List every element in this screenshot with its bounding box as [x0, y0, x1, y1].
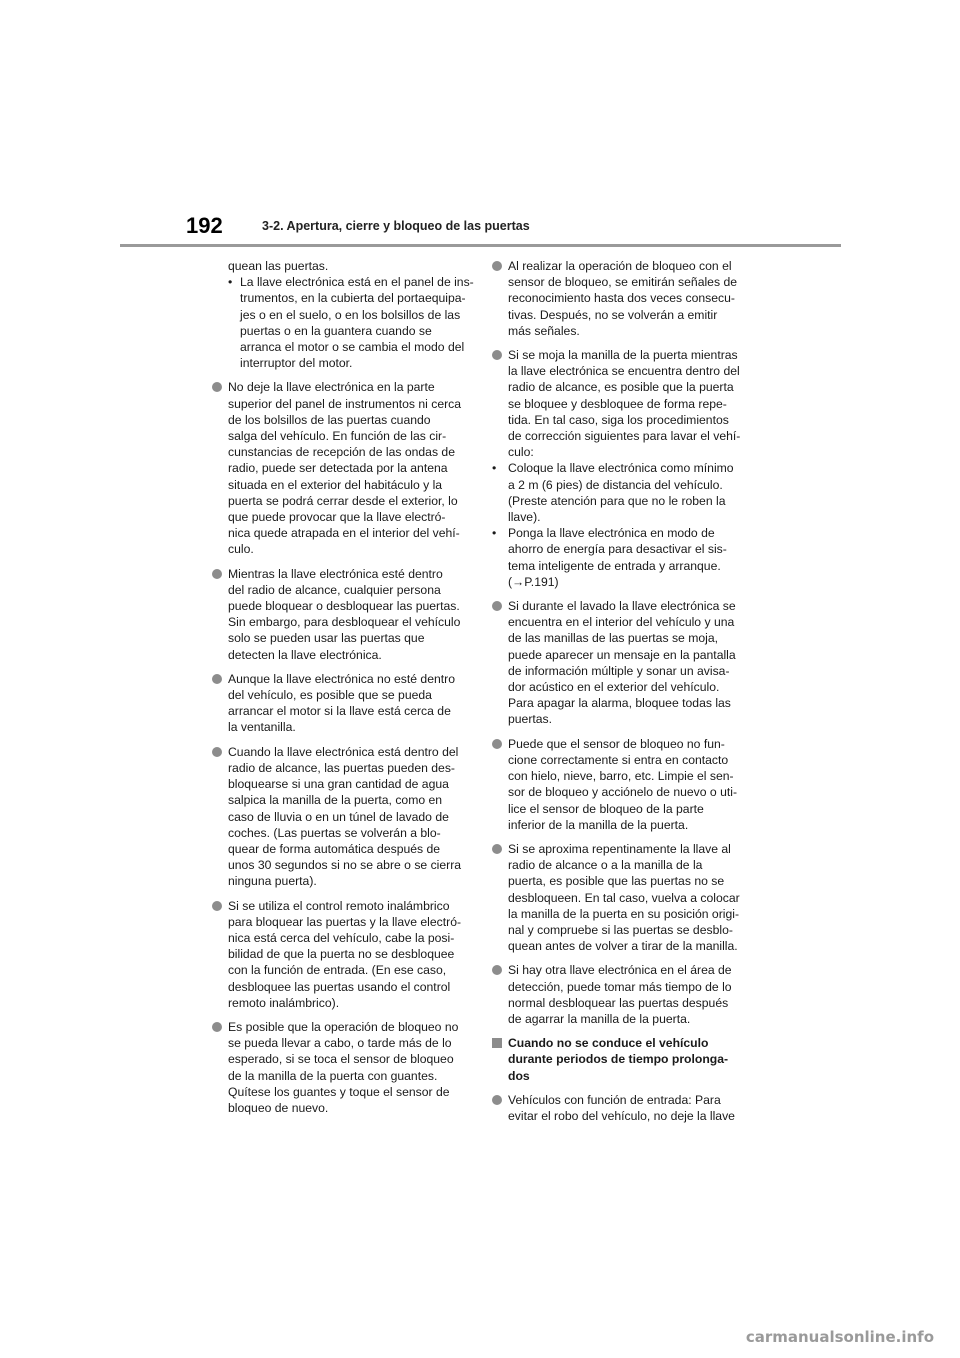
text-line: quear de forma automática después de: [228, 841, 441, 856]
text-line: lice el sensor de bloqueo de la parte: [508, 801, 704, 816]
text-line: jes o en el suelo, o en los bolsillos de las: [240, 307, 461, 322]
text-line: de los bolsillos de las puertas cuando: [228, 412, 431, 427]
text-line: encuentra en el interior del vehículo y una: [508, 615, 735, 630]
text-line: con la función de entrada. (En ese caso,: [228, 963, 447, 978]
text-line: radio de alcance, es posible que la puerta: [508, 380, 734, 395]
bullet-item: [212, 744, 470, 890]
bullet-item: [492, 841, 750, 954]
sub-bullet-marker: •: [228, 275, 233, 290]
watermark: carmanualsonline.info: [745, 1328, 934, 1346]
text-line: radio de alcance o a la manilla de la: [508, 858, 703, 873]
text-line: puerta se podrá cerrar desde el exterior, lo: [228, 493, 458, 508]
text-line: para bloquear las puertas y la llave electró-: [228, 914, 462, 929]
bullet-text: [228, 898, 470, 1011]
text-line: solo se pueden usar las puertas que: [228, 631, 425, 646]
text-line: nal y compruebe si las puertas se desblo-: [508, 922, 733, 937]
text-line: cunstancias de recepción de las ondas de: [228, 445, 455, 460]
text-line: tida. En tal caso, siga los procedimientos: [508, 412, 729, 427]
text-line: tema inteligente de entrada y arranque.: [508, 558, 721, 573]
bullet-item: [492, 347, 750, 590]
text-line: bloquearse si una gran cantidad de agua: [228, 777, 449, 792]
text-line: Es posible que la operación de bloqueo no: [228, 1019, 459, 1034]
text-line: de información múltiple y sonar un avisa-: [508, 663, 730, 678]
text-line: puertas o en la guantera cuando se: [240, 323, 432, 338]
text-line: dos: [508, 1068, 530, 1083]
text-line: se pueda llevar a cabo, o tarde más de lo: [228, 1036, 452, 1051]
text-line: Si se moja la manilla de la puerta mientras: [508, 348, 738, 363]
text-line: la manilla de la puerta en su posición origi-: [508, 906, 740, 921]
text-line: Al realizar la operación de bloqueo con el: [508, 259, 732, 273]
sub-bullet-item: [492, 525, 750, 590]
text-line: coches. (Las puertas se volverán a blo-: [228, 825, 441, 840]
text-line: del radio de alcance, cualquier persona: [228, 582, 441, 597]
text-line: Si durante el lavado la llave electrónica se: [508, 599, 736, 614]
text-line: la llave electrónica se encuentra dentro del: [508, 364, 740, 379]
bullet-dot-icon: [492, 350, 502, 360]
text-line: Ponga la llave electrónica en modo de: [508, 526, 715, 541]
text-line: La llave electrónica está en el panel de ins-: [240, 275, 474, 290]
text-line: culo:: [508, 445, 534, 460]
bullet-item: [212, 1019, 470, 1116]
text-line: desbloqueen. En tal caso, vuelva a colocar: [508, 890, 740, 905]
text-line: puertas.: [508, 712, 553, 727]
text-line: trumentos, en la cubierta del portaequipa-: [240, 291, 466, 306]
text-line: de las manillas de las puertas se moja,: [508, 631, 719, 646]
bullet-text: [508, 347, 750, 460]
text-line: tivas. Después, no se volverán a emitir: [508, 307, 718, 322]
text-line: Si se aproxima repentinamente la llave al: [508, 841, 731, 856]
heading-text: [508, 1035, 750, 1084]
text-line: esperado, si se toca el sensor de bloqueo: [228, 1052, 454, 1067]
bullet-text: [508, 962, 750, 1027]
bullet-text: [228, 744, 470, 890]
text-line: nica quede atrapada en el interior del vehí-: [228, 526, 460, 541]
text-line: dor acústico en el exterior del vehículo.: [508, 680, 720, 695]
text-line: la ventanilla.: [228, 720, 296, 735]
bullet-item: [492, 736, 750, 833]
text-line: del vehículo, es posible que se pueda: [228, 688, 432, 703]
bullet-item: [492, 598, 750, 728]
text-line: Para apagar la alarma, bloquee todas las: [508, 696, 731, 711]
text-line: cione correctamente si entra en contacto: [508, 752, 729, 767]
text-line: llave).: [508, 510, 541, 525]
bullet-item: [492, 1092, 750, 1124]
bullet-item: [212, 671, 470, 736]
text-line: que puede provocar que la llave electró-: [228, 510, 446, 525]
text-line: se bloquee y desbloquee de forma repe-: [508, 396, 727, 411]
text-line: Aunque la llave electrónica no esté dentro: [228, 671, 455, 686]
text-line: detecten la llave electrónica.: [228, 647, 382, 662]
text-line: interruptor del motor.: [240, 356, 353, 371]
bullet-text: [228, 1019, 470, 1116]
bullet-dot-icon: [492, 1095, 502, 1105]
sub-bullet-marker: •: [492, 461, 497, 476]
text-line: sensor de bloqueo, se emitirán señales de: [508, 275, 737, 290]
header-rule: [120, 244, 841, 247]
bullet-text: [228, 566, 470, 663]
text-line: Cuando no se conduce el vehículo: [508, 1036, 709, 1051]
right-column: [492, 258, 750, 1132]
bullet-dot-icon: [212, 382, 222, 392]
text-line: reconocimiento hasta dos veces consecu-: [508, 291, 735, 306]
text-line: radio, puede ser detectada por la antena: [228, 461, 448, 476]
page-number: 192: [186, 213, 223, 238]
text-line: culo.: [228, 542, 254, 557]
bullet-text: [228, 379, 470, 557]
text-line: superior del panel de instrumentos ni cerca: [228, 396, 462, 411]
bullet-item: [212, 898, 470, 1011]
bullet-dot-icon: [212, 674, 222, 684]
sub-bullet-text: [504, 525, 750, 590]
bullet-dot-icon: [492, 261, 502, 271]
text-line: durante periodos de tiempo prolonga-: [508, 1052, 729, 1067]
section-title: 3-2. Apertura, cierre y bloqueo de las puertas: [262, 219, 530, 233]
text-line: de la manilla de la puerta con guantes.: [228, 1068, 438, 1083]
bullet-dot-icon: [212, 901, 222, 911]
bullet-item: [212, 379, 470, 557]
text-line: desbloquee las puertas usando el control: [228, 979, 451, 994]
text-line: inferior de la manilla de la puerta.: [508, 817, 689, 832]
text-line: normal desbloquear las puertas después: [508, 995, 729, 1010]
text-line: quean las puertas.: [228, 259, 329, 273]
bullet-text: [508, 841, 750, 954]
text-line: bloqueo de nuevo.: [228, 1100, 329, 1115]
bullet-item: [212, 566, 470, 663]
text-line: ahorro de energía para desactivar el sis-: [508, 542, 727, 557]
text-line: remoto inalámbrico).: [228, 995, 340, 1010]
text-line: ninguna puerta).: [228, 874, 317, 889]
text-line: Sin embargo, para desbloquear el vehículo: [228, 615, 461, 630]
text-line: Si hay otra llave electrónica en el área de: [508, 963, 732, 978]
text-line: caso de lluvia o en un túnel de lavado de: [228, 809, 449, 824]
text-line: más señales.: [508, 323, 580, 338]
text-line: situada en el exterior del habitáculo y la: [228, 477, 443, 492]
text-line: Si se utiliza el control remoto inalámbrico: [228, 898, 450, 913]
left-column: [212, 258, 474, 1124]
text-line: Coloque la llave electrónica como mínimo: [508, 461, 734, 476]
text-line: Vehículos con función de entrada: Para: [508, 1092, 721, 1107]
bullet-dot-icon: [212, 747, 222, 757]
text-line: a 2 m (6 pies) de distancia del vehículo.: [508, 477, 723, 492]
text-line: Cuando la llave electrónica está dentro del: [228, 744, 459, 759]
text-line: Mientras la llave electrónica esté dentro: [228, 566, 443, 581]
text-line: sor de bloqueo y acciónelo de nuevo o uti-: [508, 785, 738, 800]
bullet-text: [508, 736, 750, 833]
text-line: bilidad de que la puerta no se desbloquee: [228, 947, 455, 962]
bullet-text: [508, 258, 750, 339]
sub-bullet-text: [504, 460, 750, 525]
text-line: puede bloquear o desbloquear las puertas.: [228, 599, 460, 614]
text-line: (Preste atención para que no le roben la: [508, 493, 726, 508]
text-line: No deje la llave electrónica en la parte: [228, 380, 435, 395]
text-line: evitar el robo del vehículo, no deje la llave: [508, 1108, 735, 1123]
text-line: puede aparecer un mensaje en la pantalla: [508, 647, 736, 662]
bullet-dot-icon: [212, 1022, 222, 1032]
bullet-text: [508, 1092, 750, 1124]
sub-bullet-item: [212, 274, 474, 371]
text-line: salpica la manilla de la puerta, como en: [228, 793, 443, 808]
text-line: nica está cerca del vehículo, cabe la posi-: [228, 930, 455, 945]
text-line: detección, puede tomar más tiempo de lo: [508, 979, 732, 994]
text-line: Puede que el sensor de bloqueo no fun-: [508, 736, 725, 751]
bullet-item: [492, 962, 750, 1027]
sub-bullet-text: [240, 274, 474, 371]
text-line: Quítese los guantes y toque el sensor de: [228, 1084, 450, 1099]
text-line: arranca el motor o se cambia el modo del: [240, 340, 465, 355]
text-line: puerta, es posible que las puertas no se: [508, 874, 725, 889]
bullet-dot-icon: [492, 965, 502, 975]
bullet-item: [492, 258, 750, 339]
text-line: de corrección siguientes para lavar el vehí-: [508, 429, 741, 444]
bullet-text: [228, 671, 470, 736]
text-line: con hielo, nieve, barro, etc. Limpie el sen-: [508, 769, 734, 784]
sub-bullet-marker: •: [492, 526, 497, 541]
bullet-dot-icon: [212, 569, 222, 579]
text-line: quean antes de volver a tirar de la manilla.: [508, 939, 738, 954]
square-marker-icon: [492, 1038, 502, 1048]
bullet-text: [508, 598, 750, 728]
subsection-heading: [492, 1035, 750, 1084]
bullet-dot-icon: [492, 844, 502, 854]
text-line: arrancar el motor si la llave está cerca de: [228, 704, 451, 719]
text-line: salga del vehículo. En función de las cir-: [228, 429, 447, 444]
text-line: (→P.191): [508, 574, 559, 589]
sub-bullet-item: [492, 460, 750, 525]
text-line: radio de alcance, las puertas pueden des-: [228, 760, 455, 775]
bullet-dot-icon: [492, 739, 502, 749]
text-line: de agarrar la manilla de la puerta.: [508, 1011, 691, 1026]
text-line: unos 30 segundos si no se abre o se cierra: [228, 858, 462, 873]
bullet-dot-icon: [492, 601, 502, 611]
continued-paragraph: [212, 258, 470, 274]
